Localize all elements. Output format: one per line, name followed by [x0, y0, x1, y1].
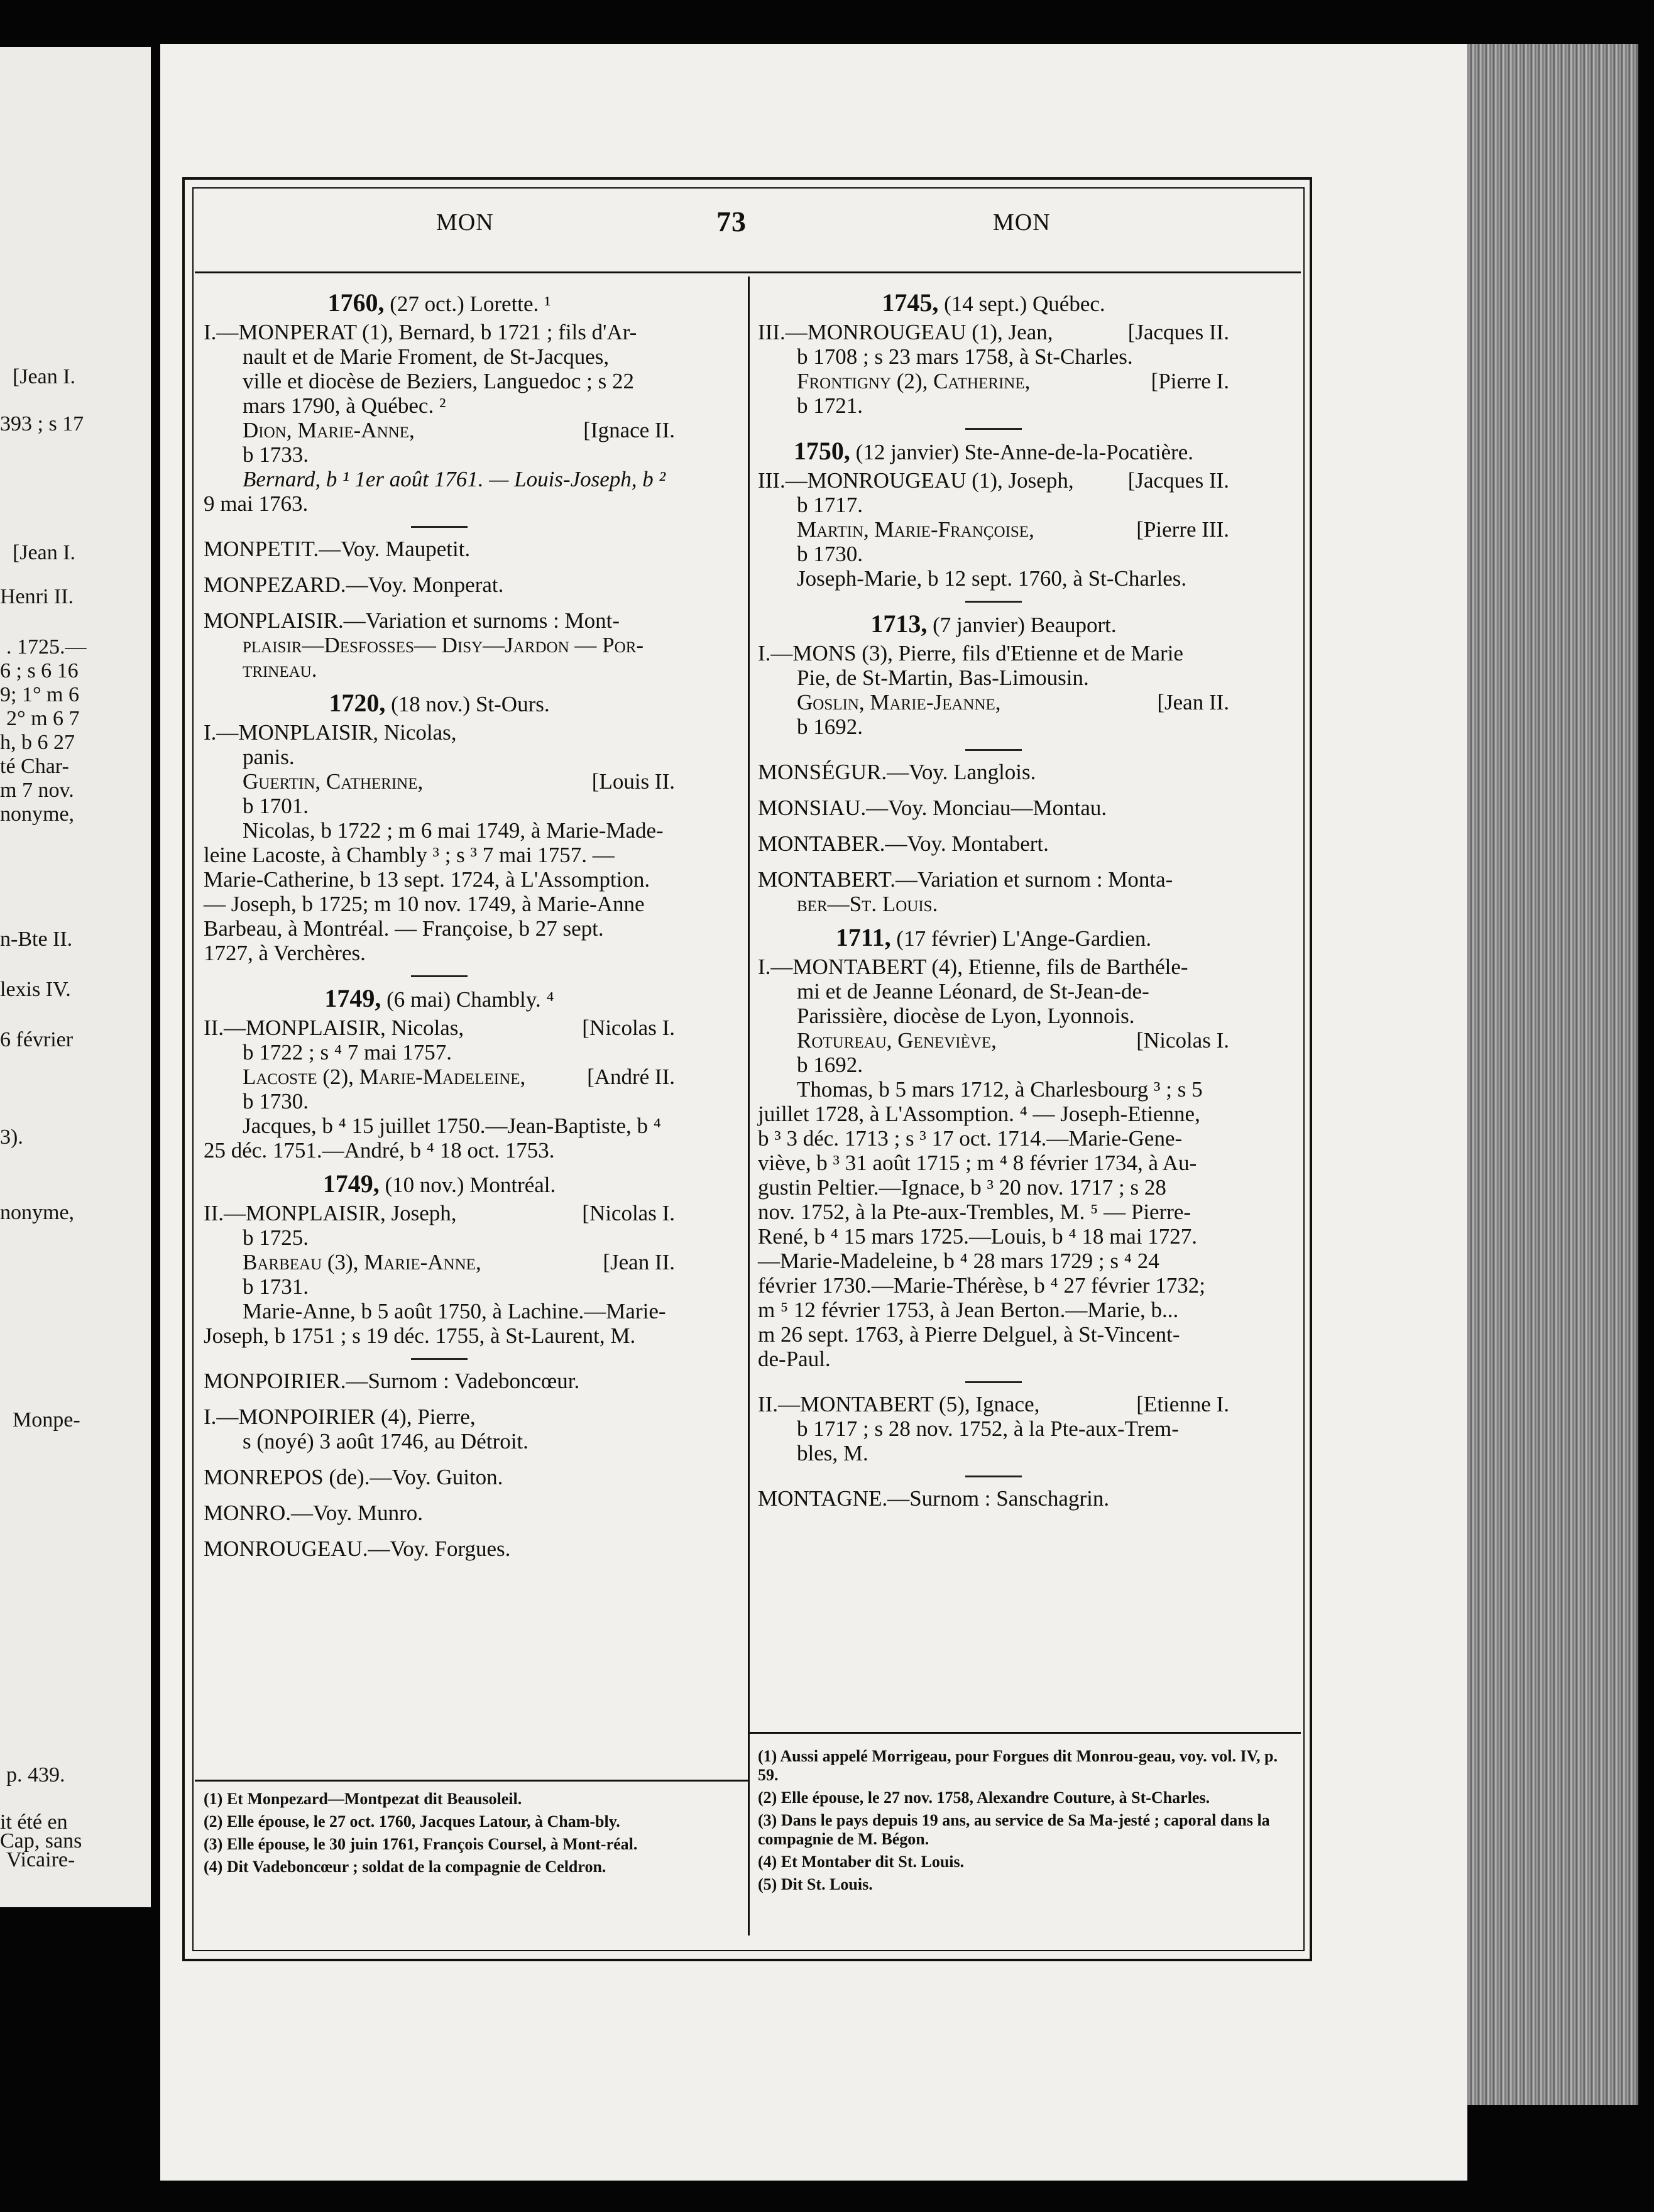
page-edges: [1467, 44, 1638, 2105]
footnote: (3) Dans le pays depuis 19 ans, au service de Sa Ma-jesté ; caporal dans la compagnie de M. Bégon.: [758, 1811, 1270, 1848]
spouse-line: Barbeau (3), Marie-Anne, [Jean II.: [243, 1250, 675, 1274]
facing-page-text: 9; 1° m 6: [0, 683, 79, 706]
children-line: 1727, à Verchères.: [204, 941, 366, 965]
children-line: de-Paul.: [758, 1347, 831, 1371]
entry-line: Parissière, diocèse de Lyon, Lyonnois.: [797, 1004, 1135, 1028]
children-line: Barbeau, à Montréal. — Françoise, b 27 sept.: [204, 916, 604, 941]
entry-line: Pie, de St-Martin, Bas-Limousin.: [797, 665, 1089, 690]
facing-page-text: Monpe-: [13, 1408, 80, 1432]
cross-reference: MONROUGEAU.—Voy. Forgues.: [204, 1536, 511, 1561]
entry-line: II.—MONTABERT (5), Ignace, [Etienne I.: [758, 1392, 1229, 1416]
facing-page-text: 2° m 6 7: [6, 707, 80, 730]
spouse-line: Lacoste (2), Marie-Madeleine, [André II.: [243, 1065, 675, 1089]
separator: [965, 428, 1022, 430]
children-line: Jacques, b ⁴ 15 juillet 1750.—Jean-Baptiste, b ⁴: [243, 1114, 661, 1138]
cross-reference: MONSIAU.—Voy. Monciau—Montau.: [758, 796, 1107, 820]
separator: [411, 1358, 468, 1360]
children-line: Marie-Catherine, b 13 sept. 1724, à L'Assomption.: [204, 867, 650, 892]
entry-line: b 1717.: [797, 493, 863, 517]
children-line: Joseph-Marie, b 12 sept. 1760, à St-Charles.: [797, 566, 1187, 591]
children-line: m 26 sept. 1763, à Pierre Delguel, à St-Vincent-: [758, 1322, 1180, 1347]
marriage-date-heading: 1720, (18 nov.) St-Ours.: [329, 689, 550, 717]
entry-line: b 1731.: [243, 1274, 309, 1299]
facing-page-text: [Jean I.: [13, 365, 76, 388]
entry-line: b 1725.: [243, 1225, 309, 1250]
footnote: (4) Et Montaber dit St. Louis.: [758, 1853, 965, 1871]
spouse-line: Frontigny (2), Catherine, [Pierre I.: [797, 369, 1229, 393]
entry-line: b 1722 ; s ⁴ 7 mai 1757.: [243, 1040, 452, 1065]
footnote-rule-right: [750, 1732, 1301, 1734]
facing-page-text: n-Bte II.: [0, 928, 73, 951]
left-column: [204, 282, 675, 1561]
entry-line: b 1730.: [797, 542, 863, 566]
footnote: (1) Aussi appelé Morrigeau, pour Forgues dit Monrou-geau, voy. vol. IV, p. 59.: [758, 1747, 1278, 1784]
separator: [411, 526, 468, 528]
separator: [965, 601, 1022, 603]
children-line: leine Lacoste, à Chambly ³ ; s ³ 7 mai 1757. —: [204, 843, 615, 867]
entry-line: bles, M.: [797, 1441, 868, 1465]
children-line: nov. 1752, à la Pte-aux-Trembles, M. ⁵ — Pierre-: [758, 1200, 1191, 1224]
footnote: (2) Elle épouse, le 27 nov. 1758, Alexandre Couture, à St-Charles.: [758, 1788, 1210, 1807]
footnote: (1) Et Monpezard—Montpezat dit Beausoleil.: [204, 1790, 522, 1808]
header-rule: [195, 271, 1301, 273]
variation-entry: ber—St. Louis.: [797, 892, 938, 916]
facing-page-text: nonyme,: [0, 802, 75, 826]
surname-entry: MONTAGNE.—Surnom : Sanschagrin.: [758, 1486, 1110, 1511]
facing-page-text: . 1725.—: [6, 635, 87, 659]
entry-line: b 1701.: [243, 794, 309, 818]
children-line: Joseph, b 1751 ; s 19 déc. 1755, à St-Laurent, M.: [204, 1323, 636, 1348]
cross-reference: MONRO.—Voy. Munro.: [204, 1501, 424, 1525]
facing-page-text: p. 439.: [6, 1763, 65, 1787]
facing-page-text: nonyme,: [0, 1201, 75, 1224]
footnotes-right: [758, 1747, 1292, 1898]
cross-reference: MONTABER.—Voy. Montabert.: [758, 831, 1049, 856]
marriage-date-heading: 1749, (6 mai) Chambly. ⁴: [324, 984, 554, 1012]
entry-line: II.—MONPLAISIR, Nicolas, [Nicolas I.: [204, 1016, 675, 1040]
entry-line: I.—MONPOIRIER (4), Pierre,: [204, 1404, 476, 1429]
spouse-line: Goslin, Marie-Jeanne, [Jean II.: [797, 690, 1229, 715]
children-line: m ⁵ 12 février 1753, à Jean Berton.—Marie, b...: [758, 1298, 1179, 1322]
children-line: Thomas, b 5 mars 1712, à Charlesbourg ³ ; s 5: [797, 1077, 1203, 1102]
children-line: René, b ⁴ 15 mars 1725.—Louis, b ⁴ 18 mai 1727.: [758, 1224, 1198, 1249]
spouse-line: Guertin, Catherine, [Louis II.: [243, 769, 675, 794]
marriage-date-heading: 1750, (12 janvier) Ste-Anne-de-la-Pocatière.: [793, 437, 1194, 465]
facing-page-text: 6 ; s 6 16: [0, 659, 79, 682]
footnote: (5) Dit St. Louis.: [758, 1875, 873, 1893]
facing-page-text: 6 février: [0, 1028, 74, 1051]
children-line: b ³ 3 déc. 1713 ; s ³ 17 oct. 1714.—Marie-Gene-: [758, 1126, 1183, 1151]
separator: [965, 749, 1022, 751]
entry-line: b 1692.: [797, 1053, 863, 1077]
cross-reference: MONREPOS (de).—Voy. Guiton.: [204, 1465, 503, 1489]
entry-line: I.—MONPLAISIR, Nicolas,: [204, 720, 457, 745]
marriage-date-heading: 1745, (14 sept.) Québec.: [882, 288, 1105, 317]
marriage-date-heading: 1711, (17 février) L'Ange-Gardien.: [835, 923, 1152, 951]
entry-line: mars 1790, à Québec. ²: [243, 393, 446, 418]
marriage-date-heading: 1760, (27 oct.) Lorette. ¹: [327, 288, 551, 317]
entry-line: b 1733.: [243, 442, 309, 467]
entry-line: III.—MONROUGEAU (1), Joseph, [Jacques II.: [758, 468, 1229, 493]
children-line: 25 déc. 1751.—André, b ⁴ 18 oct. 1753.: [204, 1138, 555, 1163]
surname-entry: MONPOIRIER.—Surnom : Vadeboncœur.: [204, 1369, 580, 1393]
facing-page-text: 393 ; s 17: [0, 412, 84, 435]
children-line: juillet 1728, à L'Assomption. ⁴ — Joseph-Etienne,: [758, 1102, 1200, 1126]
variation-entry: plaisir—Desfosses— Disy—Jardon — Por-: [243, 633, 644, 657]
facing-page-text: lexis IV.: [0, 978, 71, 1001]
variation-entry: MONTABERT.—Variation et surnom : Monta-: [758, 867, 1173, 892]
entry-line: II.—MONPLAISIR, Joseph, [Nicolas I.: [204, 1201, 675, 1225]
entry-line: nault et de Marie Froment, de St-Jacques,: [243, 344, 610, 369]
children-line: viève, b ³ 31 août 1715 ; m ⁴ 8 février 1734, à Au-: [758, 1151, 1197, 1175]
footnote-rule-left: [195, 1780, 748, 1782]
footnote: (4) Dit Vadeboncœur ; soldat de la compagnie de Celdron.: [204, 1858, 606, 1876]
entry-line: b 1708 ; s 23 mars 1758, à St-Charles.: [797, 344, 1133, 369]
page-number: 73: [716, 205, 747, 238]
facing-page-text: h, b 6 27: [0, 731, 75, 754]
children-line: Marie-Anne, b 5 août 1750, à Lachine.—Marie-: [243, 1299, 666, 1323]
spouse-line: Rotureau, Geneviève, [Nicolas I.: [797, 1028, 1229, 1053]
marriage-date-heading: 1749, (10 nov.) Montréal.: [322, 1169, 556, 1198]
entry-line: I.—MONS (3), Pierre, fils d'Etienne et de Marie: [758, 641, 1183, 665]
entry-line: b 1730.: [243, 1089, 309, 1114]
header-left-word: MON: [436, 209, 494, 236]
footnote: (2) Elle épouse, le 27 oct. 1760, Jacques Latour, à Cham-bly.: [204, 1812, 620, 1831]
variation-entry: MONPLAISIR.—Variation et surnoms : Mont-: [204, 608, 620, 633]
entry-line: ville et diocèse de Beziers, Languedoc ; s 22: [243, 369, 634, 393]
children-line: — Joseph, b 1725; m 10 nov. 1749, à Marie-Anne: [204, 892, 645, 916]
entry-line: panis.: [243, 745, 295, 769]
separator: [965, 1476, 1022, 1477]
children-line: février 1730.—Marie-Thérèse, b ⁴ 27 février 1732;: [758, 1273, 1205, 1298]
cross-reference: MONSÉGUR.—Voy. Langlois.: [758, 760, 1036, 784]
variation-entry: trineau.: [243, 657, 317, 682]
facing-page-text: té Char-: [0, 755, 69, 778]
entry-line: III.—MONROUGEAU (1), Jean, [Jacques II.: [758, 320, 1229, 344]
entry-line: s (noyé) 3 août 1746, au Détroit.: [243, 1429, 529, 1454]
entry-line: b 1692.: [797, 715, 863, 739]
right-column: [758, 282, 1229, 1511]
children-line: —Marie-Madeleine, b ⁴ 28 mars 1729 ; s ⁴ 24: [758, 1249, 1159, 1273]
footnote: (3) Elle épouse, le 30 juin 1761, François Coursel, à Mont-réal.: [204, 1835, 638, 1853]
facing-page-fragment: [0, 47, 151, 1907]
facing-page-text: 3).: [0, 1125, 23, 1149]
entry-line: I.—MONPERAT (1), Bernard, b 1721 ; fils d'Ar-: [204, 320, 637, 344]
entry-line: b 1721.: [797, 393, 863, 418]
facing-page-text: Henri II.: [0, 585, 74, 608]
facing-page-text: [Jean I.: [13, 541, 76, 564]
children-line: 9 mai 1763.: [204, 491, 309, 516]
facing-page-text: Vicaire-: [6, 1848, 75, 1871]
facing-page-text: it été en: [0, 1810, 68, 1834]
children-line: Bernard, b ¹ 1er août 1761. — Louis-Joseph, b ²: [243, 467, 665, 491]
spouse-line: Dion, Marie-Anne, [Ignace II.: [243, 418, 675, 442]
column-rule: [748, 276, 750, 1936]
header-right-word: MON: [993, 209, 1051, 236]
facing-page-text: Cap, sans: [0, 1829, 82, 1853]
entry-line: b 1717 ; s 28 nov. 1752, à la Pte-aux-Trem-: [797, 1416, 1179, 1441]
separator: [965, 1381, 1022, 1383]
separator: [411, 975, 468, 977]
footnotes-left: [204, 1790, 738, 1880]
running-header: [195, 200, 1301, 256]
spouse-line: Martin, Marie-Françoise, [Pierre III.: [797, 517, 1229, 542]
children-line: gustin Peltier.—Ignace, b ³ 20 nov. 1717 ; s 28: [758, 1175, 1166, 1200]
marriage-date-heading: 1713, (7 janvier) Beauport.: [870, 610, 1117, 638]
cross-reference: MONPEZARD.—Voy. Monperat.: [204, 572, 504, 597]
entry-line: I.—MONTABERT (4), Etienne, fils de Barthéle-: [758, 955, 1188, 979]
cross-reference: MONPETIT.—Voy. Maupetit.: [204, 537, 471, 561]
entry-line: mi et de Jeanne Léonard, de St-Jean-de-: [797, 979, 1149, 1004]
children-line: Nicolas, b 1722 ; m 6 mai 1749, à Marie-Made-: [243, 818, 664, 843]
facing-page-text: m 7 nov.: [0, 779, 74, 802]
